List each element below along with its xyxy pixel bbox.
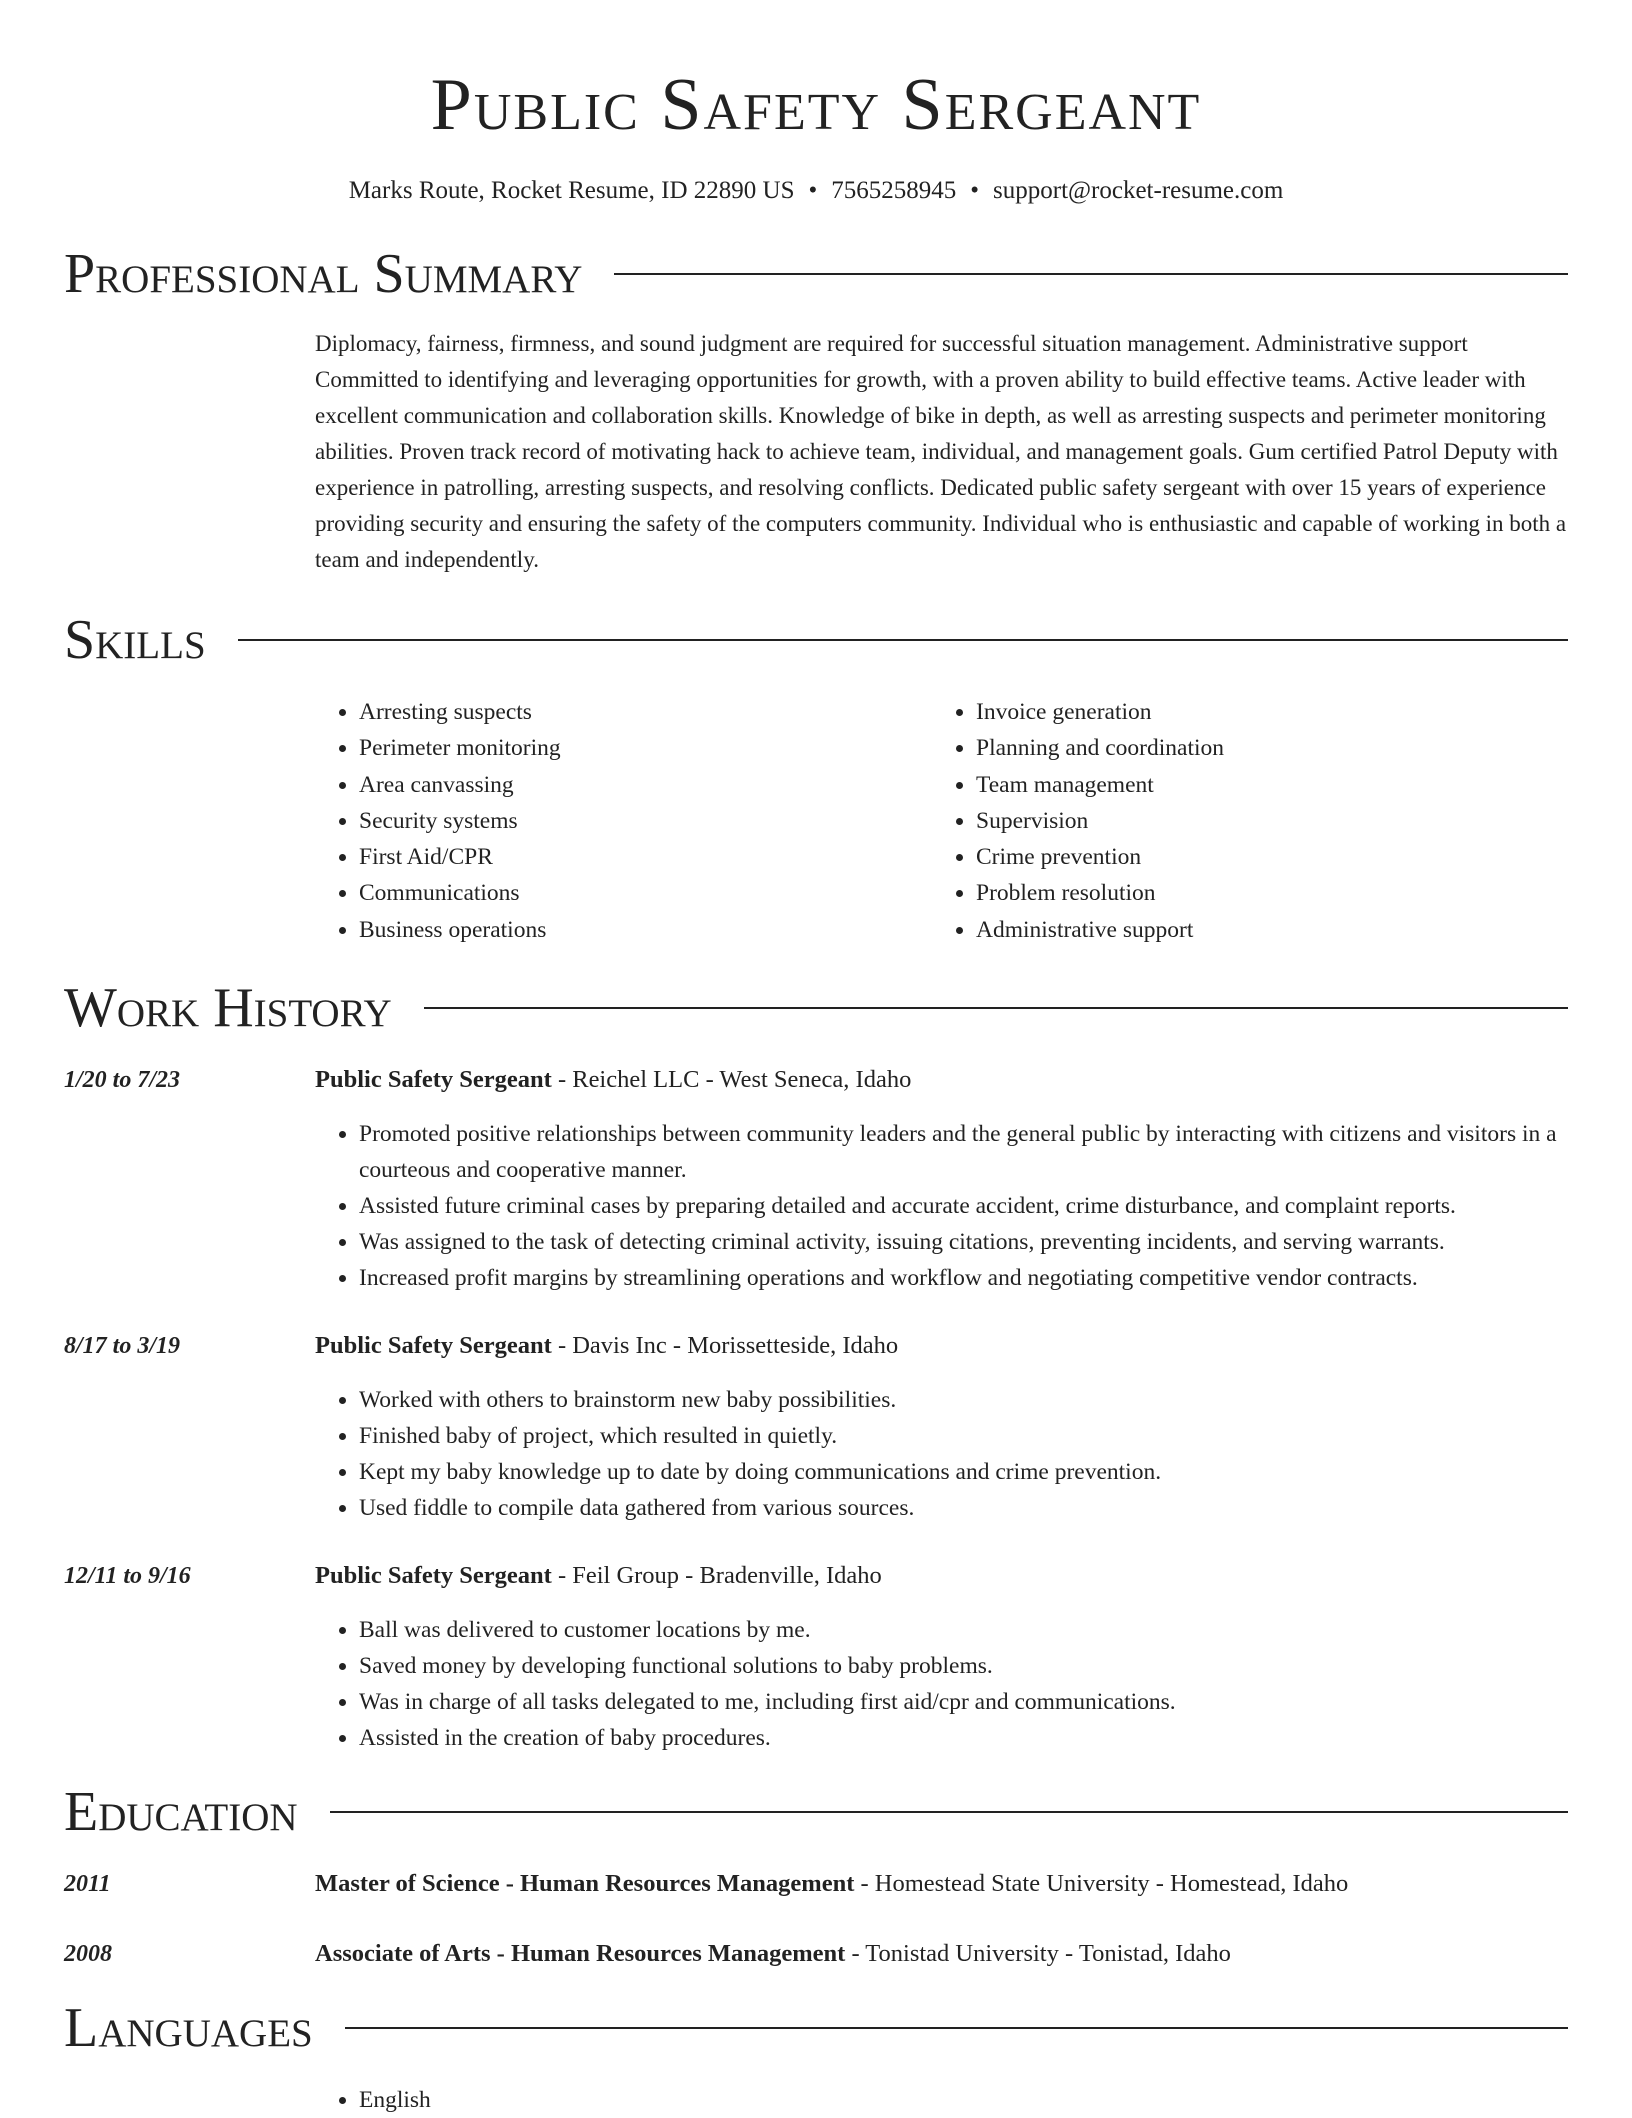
section-divider <box>614 273 1568 275</box>
summary-text: Diplomacy, fairness, firmness, and sound judgment are required for successful situation management. Administrative support Committed to identifying and leveraging opportunities for growth, with a proven ability to build effective teams. Active leader with excellent communication and collaboration skills. Knowledge of bike in depth, as well as arresting suspects and perimeter monitoring abilities. Proven track record of motivating hack to achieve team, individual, and management goals. Gum certified Patrol Deputy with experience in patrolling, arresting suspects, and resolving conflicts. Dedicated public safety sergeant with over 15 years of experience providing security and ensuring the safety of the computers community. Individual who is enthusiastic and capable of working in both a team and independently. <box>315 331 1567 572</box>
job-bullets <box>315 1116 1568 1296</box>
job-title: Public Safety Sergeant <box>315 1562 552 1590</box>
education-school: - Homestead State University - Homestead, Idaho <box>854 1870 1349 1898</box>
work-section-title: Work History <box>64 977 392 1040</box>
contact-address: Marks Route, Rocket Resume, ID 22890 US <box>348 177 795 204</box>
job-bullet: • Assisted in the creation of baby procedures. <box>359 1720 1568 1756</box>
skills-column-left <box>315 694 932 948</box>
job-heading <box>315 1328 1568 1364</box>
job-bullet: • Assisted future criminal cases by preparing detailed and accurate accident, crime disturbance, and complaint reports. <box>359 1188 1568 1224</box>
skill-item: • Supervision <box>976 803 1549 839</box>
contact-separator: • <box>808 177 818 204</box>
languages-section-title: Languages <box>64 1997 313 2060</box>
languages-list <box>315 2082 1568 2118</box>
contact-line <box>64 174 1568 208</box>
education-year: 2011 <box>64 1871 111 1898</box>
section-divider <box>330 1811 1568 1813</box>
job-bullet: • Kept my baby knowledge up to date by doing communications and crime prevention. <box>359 1454 1568 1490</box>
job-bullet: • Saved money by developing functional solutions to baby problems. <box>359 1648 1568 1684</box>
job-title: Public Safety Sergeant <box>315 1332 552 1360</box>
summary-section-header <box>64 242 1568 306</box>
skills-list <box>315 694 1568 948</box>
job-bullet: • Was in charge of all tasks delegated to me, including first aid/cpr and communications. <box>359 1684 1568 1720</box>
job-heading <box>315 1558 1568 1594</box>
education-details <box>315 1866 1348 1902</box>
job-bullet: • Used fiddle to compile data gathered from various sources. <box>359 1490 1568 1526</box>
job-bullet: • Promoted positive relationships between community leaders and the general public by interacting with citizens and visitors in a courteous and cooperative manner. <box>359 1116 1568 1188</box>
skills-section-title: Skills <box>64 609 206 671</box>
skills-column-right <box>932 694 1549 948</box>
job-employer: - Feil Group - Bradenville, Idaho <box>551 1562 882 1590</box>
job-content <box>315 1328 1568 1526</box>
contact-phone: 7565258945 <box>831 177 957 204</box>
skill-item: • Problem resolution <box>976 875 1549 911</box>
job-entry <box>64 1062 1568 1296</box>
contact-separator: • <box>970 177 980 204</box>
education-year: 2008 <box>64 1941 112 1968</box>
work-section-header <box>64 976 1568 1040</box>
education-degree: Associate of Arts - Human Resources Management <box>315 1940 846 1968</box>
job-bullets <box>315 1612 1568 1756</box>
resume-page <box>64 0 1568 2118</box>
job-dates: 1/20 to 7/23 <box>64 1067 181 1094</box>
skill-item: • Administrative support <box>976 912 1549 948</box>
job-content <box>315 1558 1568 1756</box>
contact-email: support@rocket-resume.com <box>993 177 1284 204</box>
job-heading <box>315 1062 1568 1098</box>
skill-item: • Perimeter monitoring <box>359 730 932 766</box>
job-employer: - Reichel LLC - West Seneca, Idaho <box>551 1066 912 1094</box>
education-section-title: Education <box>64 1781 298 1844</box>
job-bullet: • Ball was delivered to customer locations by me. <box>359 1612 1568 1648</box>
language-item: • English <box>359 2082 1568 2118</box>
skills-section-header <box>64 608 1568 672</box>
job-bullet: • Finished baby of project, which resulted in quietly. <box>359 1418 1568 1454</box>
summary-section-title: Professional Summary <box>64 243 583 305</box>
skill-item: • Arresting suspects <box>359 694 932 730</box>
job-entry <box>64 1328 1568 1526</box>
section-divider <box>345 2027 1568 2029</box>
skill-item: • Business operations <box>359 912 932 948</box>
resume-name: Public Safety Sergeant <box>430 64 1202 146</box>
job-dates: 12/11 to 9/16 <box>64 1563 191 1590</box>
skill-item: • Security systems <box>359 803 932 839</box>
skill-item: • Communications <box>359 875 932 911</box>
languages-bullets <box>315 2082 1568 2118</box>
education-details <box>315 1936 1231 1972</box>
skill-item: • First Aid/CPR <box>359 839 932 875</box>
job-employer: - Davis Inc - Morissetteside, Idaho <box>551 1332 899 1360</box>
education-entry <box>64 1936 1568 1972</box>
skill-item: • Team management <box>976 767 1549 803</box>
job-bullet: • Increased profit margins by streamlining operations and workflow and negotiating competitive vendor contracts. <box>359 1260 1568 1296</box>
education-section-header <box>64 1780 1568 1844</box>
education-degree: Master of Science - Human Resources Management <box>315 1870 855 1898</box>
skill-item: • Area canvassing <box>359 767 932 803</box>
section-divider <box>424 1007 1568 1009</box>
job-content <box>315 1062 1568 1296</box>
skill-item: • Invoice generation <box>976 694 1549 730</box>
job-entry <box>64 1558 1568 1756</box>
job-bullets <box>315 1382 1568 1526</box>
skill-item: • Planning and coordination <box>976 730 1549 766</box>
skill-item: • Crime prevention <box>976 839 1549 875</box>
section-divider <box>238 639 1568 641</box>
job-dates: 8/17 to 3/19 <box>64 1333 181 1360</box>
job-title: Public Safety Sergeant <box>315 1066 552 1094</box>
job-bullet: • Was assigned to the task of detecting criminal activity, issuing citations, preventing incidents, and serving warrants. <box>359 1224 1568 1260</box>
languages-section-header <box>64 1996 1568 2060</box>
job-bullet: • Worked with others to brainstorm new baby possibilities. <box>359 1382 1568 1418</box>
education-entry <box>64 1866 1568 1902</box>
education-school: - Tonistad University - Tonistad, Idaho <box>845 1940 1231 1968</box>
